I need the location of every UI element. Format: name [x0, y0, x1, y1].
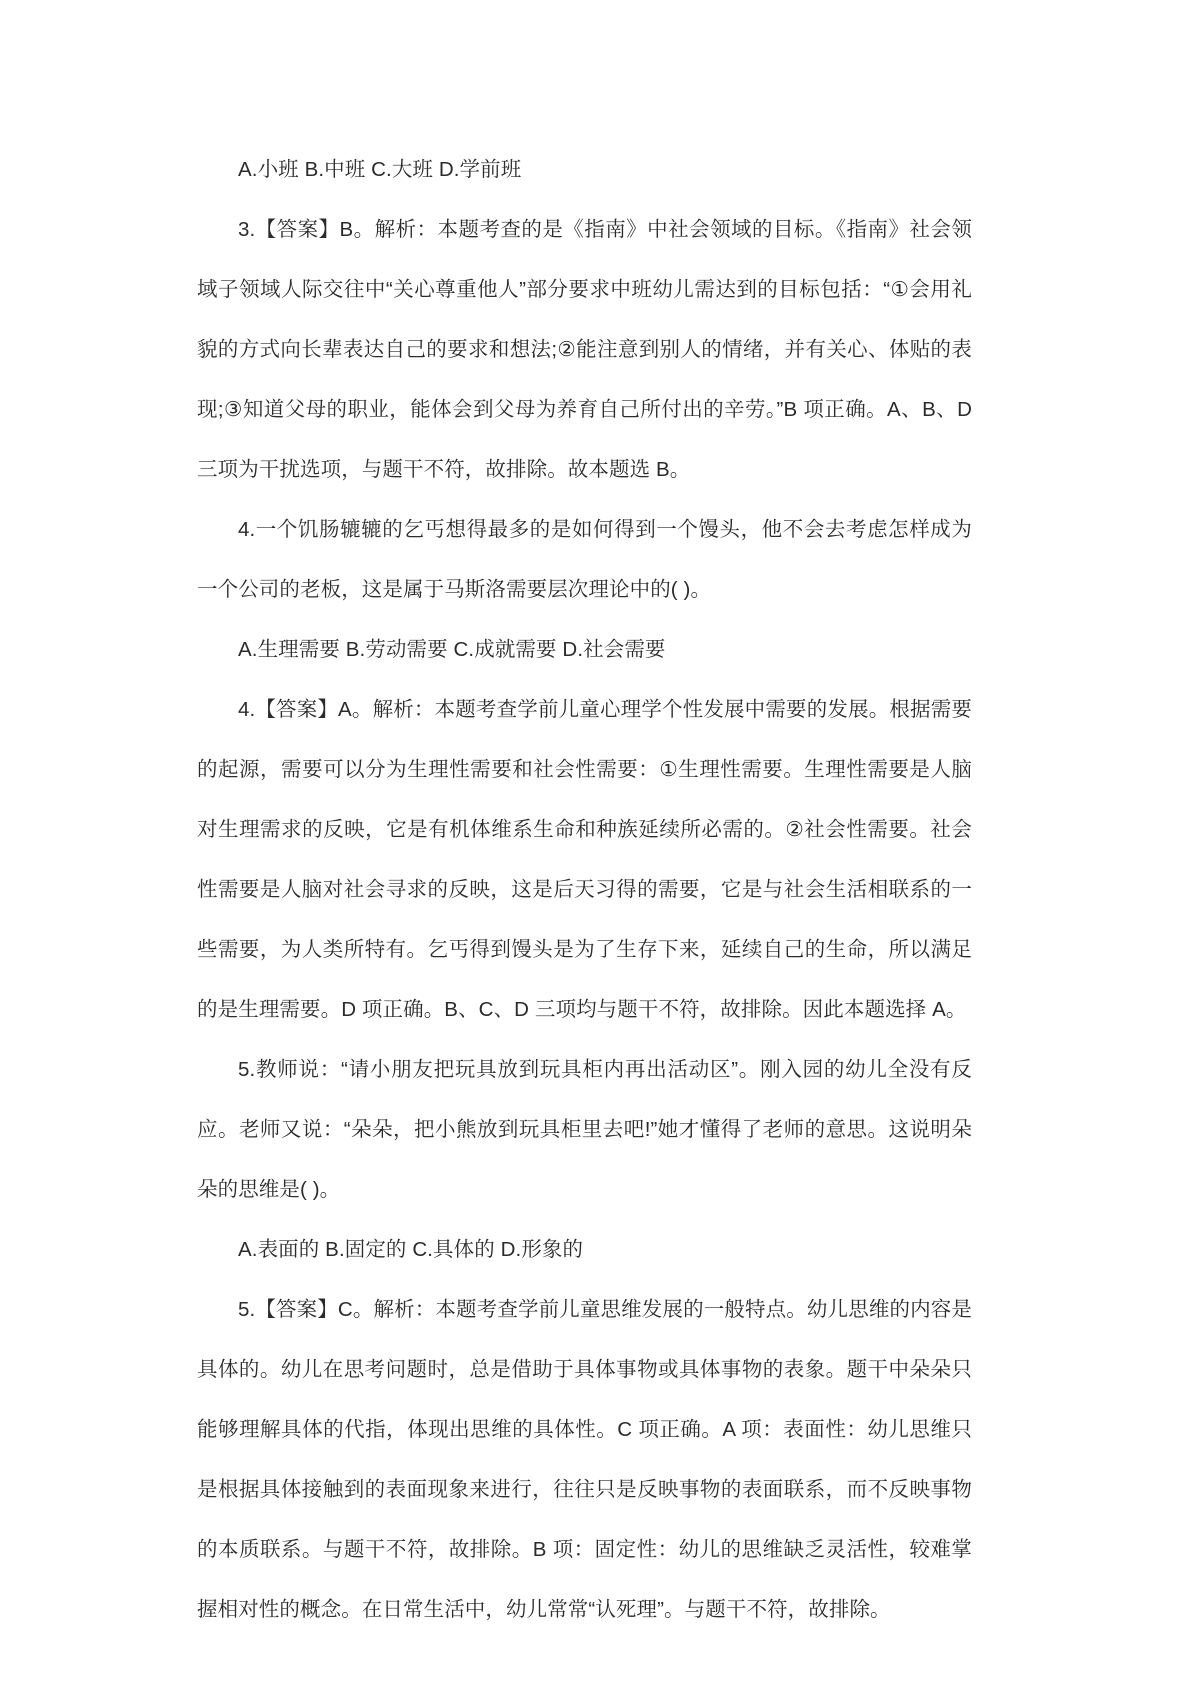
question-3-answer-explanation: 3.【答案】B。解析：本题考查的是《指南》中社会领域的目标。《指南》社会领域子领域人际交往中“关心尊重他人”部分要求中班幼儿需达到的目标包括：“①会用礼貌的方式向长辈表达自己的要求和想法;②能注意到别人的情绪，并有关心、体贴的表现;③知道父母的职业，能体会到父母为养育自己所付出的辛劳。”B 项正确。A、B、D 三项为干扰选项，与题干不符，故排除。故本题选 B。: [197, 218, 972, 481]
question-5-answer-explanation: 5.【答案】C。解析：本题考查学前儿童思维发展的一般特点。幼儿思维的内容是具体的。幼儿在思考问题时，总是借助于具体事物或具体事物的表象。题干中朵朵只能够理解具体的代指，体现出思维的具体性。C 项正确。A 项：表面性：幼儿思维只是根据具体接触到的表面现象来进行，往往只是反映事物的表面联系，而不反映事物的本质联系。与题干不符，故排除。B 项：固定性：幼儿的思维缺乏灵活性，较难掌握相对性的概念。在日常生活中，幼儿常常“认死理”。与题干不符，故排除。: [197, 1298, 972, 1621]
question-4-answer-explanation: 4.【答案】A。解析：本题考查学前儿童心理学个性发展中需要的发展。根据需要的起源，需要可以分为生理性需要和社会性需要：①生理性需要。生理性需要是人脑对生理需求的反映，它是有机体维系生命和种族延续所必需的。②社会性需要。社会性需要是人脑对社会寻求的反映，这是后天习得的需要，它是与社会生活相联系的一些需要，为人类所特有。乞丐得到馒头是为了生存下来，延续自己的生命，所以满足的是生理需要。D 项正确。B、C、D 三项均与题干不符，故排除。因此本题选择 A。: [197, 698, 972, 1021]
question-4-options: A.生理需要 B.劳动需要 C.成就需要 D.社会需要: [238, 638, 666, 661]
document-body: [197, 140, 972, 1640]
question-5-options: A.表面的 B.固定的 C.具体的 D.形象的: [238, 1238, 584, 1261]
question-5-stem: 5.教师说：“请小朋友把玩具放到玩具柜内再出活动区”。刚入园的幼儿全没有反应。老师又说：“朵朵，把小熊放到玩具柜里去吧!”她才懂得了老师的意思。这说明朵朵的思维是( )。: [197, 1058, 972, 1201]
question-4-stem: 4.一个饥肠辘辘的乞丐想得最多的是如何得到一个馒头，他不会去考虑怎样成为一个公司的老板，这是属于马斯洛需要层次理论中的( )。: [197, 518, 972, 601]
question-3-options: A.小班 B.中班 C.大班 D.学前班: [238, 158, 522, 181]
